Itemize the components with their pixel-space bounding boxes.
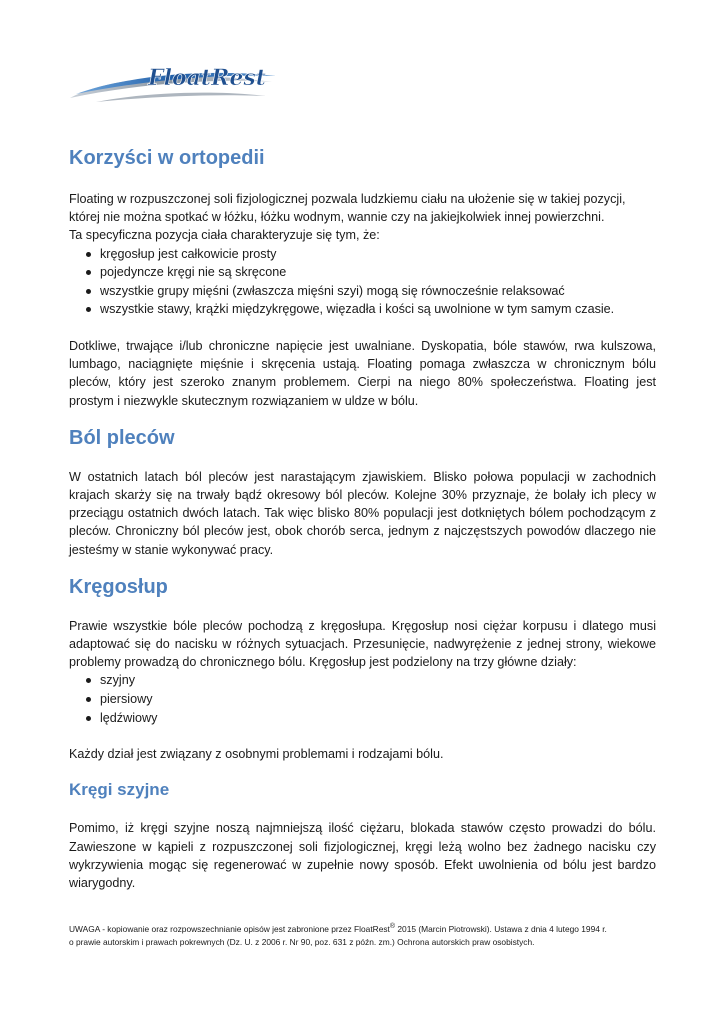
paragraph: W ostatnich latach ból pleców jest narastającym zjawiskiem. Blisko połowa populacji w zachodnich krajach skarży się na trwały bądź okresowy ból pleców. Kolejne 30% przyznaje, że bolały ich plecy w przeciągu ostatnich dwóch latach. Tak więc blisko 80% populacji jest dotkniętych bólem pochodzącym z pleców. Chroniczny ból pleców jest, obok chorób serca, jednym z najczęstszych powodów dlaczego nie jesteśmy w stanie wykonywać pracy. — [69, 469, 656, 557]
paragraph: Każdy dział jest związany z osobnymi problemami i rodzajami bólu. — [69, 747, 444, 762]
list-item: szyjny — [69, 671, 656, 690]
bullet-list — [69, 671, 656, 727]
heading-bol-plecow: Ból pleców — [69, 426, 175, 449]
heading-korzysci: Korzyści w ortopedii — [69, 147, 265, 169]
svg-text:FloatRest: FloatRest — [148, 65, 266, 91]
floatrest-logo — [66, 52, 280, 110]
heading-kregi-szyjne: Kręgi szyjne — [69, 780, 170, 800]
footer-note — [69, 920, 659, 949]
heading-kregoslup: Kręgosłup — [69, 575, 168, 598]
list-item: wszystkie grupy mięśni (zwłaszcza mięśni szyi) mogą się równocześnie relaksować — [69, 282, 656, 301]
list-item: lędźwiowy — [69, 709, 656, 728]
paragraph: Pomimo, iż kręgi szyjne noszą najmniejszą ilość ciężaru, blokada stawów często prowadzi do bólu. Zawieszone w kąpieli z rozpuszczonej soli fizjologicznej, kręgi leżą wolno bez żadnego nacisku czy wykrzywienia mogąc się regenerować w zupełnie nowy sposób. Efekt uwolnienia od bólu jest bardzo wiarygodny. — [69, 821, 656, 891]
document-content — [69, 142, 656, 892]
logo-graphic — [66, 52, 280, 110]
footer-line-2: o prawie autorskim i prawach pokrewnych (Dz. U. z 2006 r. Nr 90, poz. 631 z późn. zm.) Ochrona autorskich praw osobistych. — [69, 936, 535, 947]
list-item: wszystkie stawy, krążki międzykręgowe, więzadła i kości są uwolnione w tym samym czasie. — [69, 300, 656, 319]
paragraph: Dotkliwe, trwające i/lub chroniczne napięcie jest uwalniane. Dyskopatia, bóle stawów, rwa kulszowa, lumbago, naciągnięte mięśnie i skręcenia ustają. Floating pomaga zwłaszcza w chronicznym bólu pleców, który jest szeroko znanym problemem. Cierpi na niego 80% społeczeństwa. Floating jest prostym i niezwykle skutecznym rozwiązaniem w uldze w bólu. — [69, 338, 656, 408]
paragraph: Ta specyficzna pozycja ciała charakteryzuje się tym, że: — [69, 228, 380, 243]
list-item: kręgosłup jest całkowicie prosty — [69, 245, 656, 264]
footer-line-1: UWAGA - kopiowanie oraz rozpowszechnianie opisów jest zabronione przez FloatRest® 2015 (Marcin Piotrowski). Ustawa z dnia 4 lutego 1994 r. — [69, 923, 607, 934]
list-item: pojedyncze kręgi nie są skręcone — [69, 263, 656, 282]
list-item: piersiowy — [69, 690, 656, 709]
bullet-list — [69, 245, 656, 319]
paragraph: Floating w rozpuszczonej soli fizjologicznej pozwala ludzkiemu ciału na ułożenie się w takiej pozycji, której nie można spotkać w łóżku, łóżku wodnym, wannie czy na jakiejkolwiek innej powierzchni. — [69, 192, 626, 225]
paragraph: Prawie wszystkie bóle pleców pochodzą z kręgosłupa. Kręgosłup nosi ciężar korpusu i dlatego musi adaptować się do nacisku w różnych sytuacjach. Przesunięcie, nadwyrężenie z jednej strony, wiekowe problemy prowadzą do chronicznego bólu. Kręgosłup jest podzielony na trzy główne działy: — [69, 618, 656, 670]
